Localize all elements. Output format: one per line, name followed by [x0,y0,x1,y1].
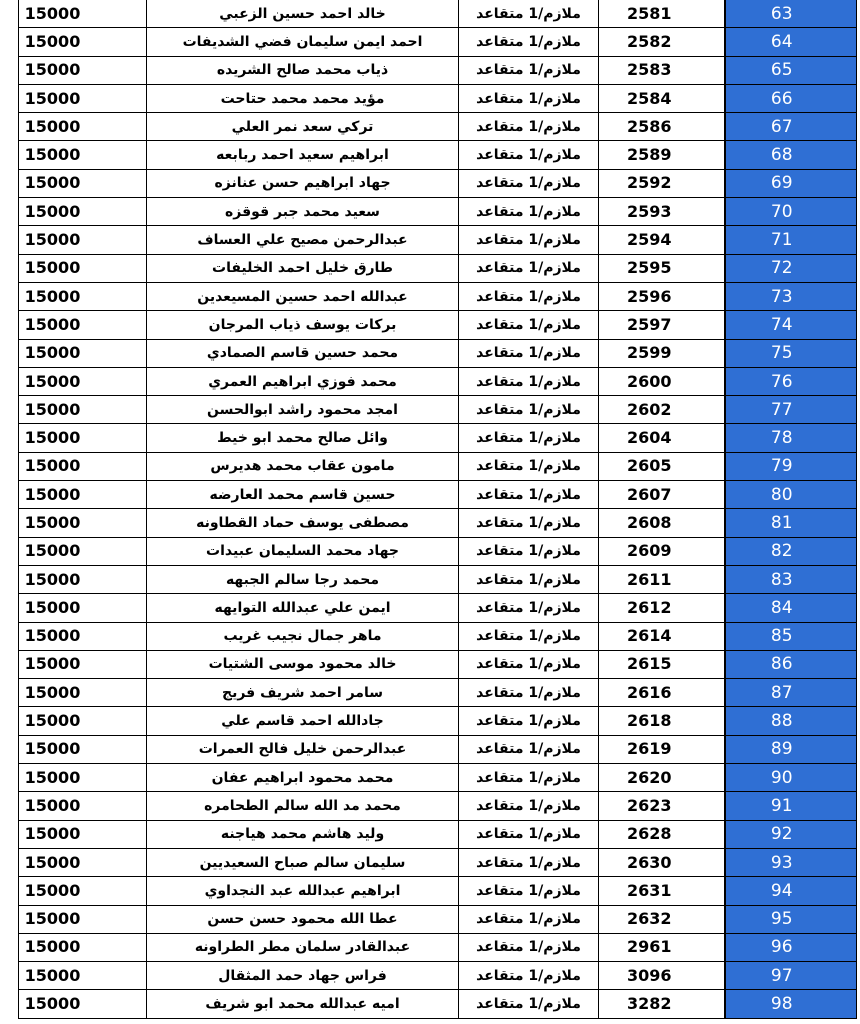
amount-cell[interactable]: 15000 [19,198,147,226]
table-row [19,820,857,848]
spreadsheet-sheet [18,0,856,1019]
sequence-number-cell[interactable]: 92 [725,820,857,848]
name-cell[interactable]: مؤيد محمد محمد حتاحت [147,84,459,112]
sequence-number-cell[interactable]: 75 [725,339,857,367]
id-cell[interactable]: 2596 [599,282,725,310]
id-cell[interactable]: 2628 [599,820,725,848]
id-cell[interactable]: 2630 [599,848,725,876]
name-cell[interactable]: عبدالله احمد حسين المسيعدين [147,282,459,310]
sequence-number-cell[interactable]: 66 [725,84,857,112]
table-row [19,509,857,537]
amount-cell[interactable]: 15000 [19,56,147,84]
id-cell[interactable]: 2600 [599,367,725,395]
amount-cell[interactable]: 15000 [19,594,147,622]
amount-cell[interactable]: 15000 [19,962,147,990]
sequence-number-cell[interactable]: 89 [725,735,857,763]
rank-cell[interactable]: ملازم/1 متقاعد [459,28,599,56]
rank-cell[interactable]: ملازم/1 متقاعد [459,452,599,480]
amount-cell[interactable]: 15000 [19,707,147,735]
name-cell[interactable]: عطا الله محمود حسن حسن [147,905,459,933]
rank-cell[interactable]: ملازم/1 متقاعد [459,481,599,509]
table-row [19,962,857,990]
id-cell[interactable]: 2584 [599,84,725,112]
sequence-number-cell[interactable]: 95 [725,905,857,933]
rank-cell[interactable]: ملازم/1 متقاعد [459,679,599,707]
rank-cell[interactable]: ملازم/1 متقاعد [459,113,599,141]
name-cell[interactable]: عبدالرحمن خليل فالح العمرات [147,735,459,763]
name-cell[interactable]: عبدالقادر سلمان مطر الطراونه [147,933,459,961]
table-row [19,339,857,367]
name-cell[interactable]: سليمان سالم صباح السعيديين [147,848,459,876]
id-cell[interactable]: 2611 [599,565,725,593]
table-row [19,452,857,480]
id-cell[interactable]: 2608 [599,509,725,537]
name-cell[interactable]: ماهر جمال نجيب غريب [147,622,459,650]
amount-cell[interactable]: 15000 [19,764,147,792]
table-row [19,848,857,876]
table-row [19,28,857,56]
rank-cell[interactable]: ملازم/1 متقاعد [459,339,599,367]
sequence-number-cell[interactable]: 91 [725,792,857,820]
rank-cell[interactable]: ملازم/1 متقاعد [459,848,599,876]
rank-cell[interactable]: ملازم/1 متقاعد [459,282,599,310]
rank-cell[interactable]: ملازم/1 متقاعد [459,254,599,282]
name-cell[interactable]: ابراهيم سعيد احمد ربابعه [147,141,459,169]
name-cell[interactable]: ابراهيم عبدالله عبد النجداوي [147,877,459,905]
table-row [19,679,857,707]
amount-cell[interactable]: 15000 [19,792,147,820]
rank-cell[interactable]: ملازم/1 متقاعد [459,622,599,650]
table-row [19,282,857,310]
name-cell[interactable]: امجد محمود راشد ابوالحسن [147,396,459,424]
amount-cell[interactable]: 15000 [19,396,147,424]
name-cell[interactable]: تركي سعد نمر العلي [147,113,459,141]
rank-cell[interactable]: ملازم/1 متقاعد [459,820,599,848]
sequence-number-cell[interactable]: 64 [725,28,857,56]
amount-cell[interactable]: 15000 [19,452,147,480]
rank-cell[interactable]: ملازم/1 متقاعد [459,509,599,537]
rank-cell[interactable]: ملازم/1 متقاعد [459,707,599,735]
id-cell[interactable]: 2593 [599,198,725,226]
id-cell[interactable]: 2619 [599,735,725,763]
id-cell[interactable]: 2581 [599,0,725,28]
sequence-number-cell[interactable]: 72 [725,254,857,282]
sequence-number-cell[interactable]: 84 [725,594,857,622]
table-row [19,707,857,735]
id-cell[interactable]: 2594 [599,226,725,254]
id-cell[interactable]: 2620 [599,764,725,792]
name-cell[interactable]: اميه عبدالله محمد ابو شريف [147,990,459,1018]
table-row [19,650,857,678]
rank-cell[interactable]: ملازم/1 متقاعد [459,424,599,452]
table-row [19,254,857,282]
rank-cell[interactable]: ملازم/1 متقاعد [459,905,599,933]
table-row [19,735,857,763]
name-cell[interactable]: جهاد ابراهيم حسن عنانزه [147,169,459,197]
table-row [19,56,857,84]
rank-cell[interactable]: ملازم/1 متقاعد [459,169,599,197]
amount-cell[interactable]: 15000 [19,537,147,565]
amount-cell[interactable]: 15000 [19,424,147,452]
amount-cell[interactable]: 15000 [19,282,147,310]
sequence-number-cell[interactable]: 93 [725,848,857,876]
sequence-number-cell[interactable]: 78 [725,424,857,452]
id-cell[interactable]: 2607 [599,481,725,509]
id-cell[interactable]: 2618 [599,707,725,735]
sequence-number-cell[interactable]: 63 [725,0,857,28]
table-row [19,764,857,792]
id-cell[interactable]: 2615 [599,650,725,678]
name-cell[interactable]: فراس جهاد حمد المثقال [147,962,459,990]
id-cell[interactable]: 3096 [599,962,725,990]
table-row [19,113,857,141]
amount-cell[interactable]: 15000 [19,679,147,707]
name-cell[interactable]: ايمن علي عبدالله التوايهه [147,594,459,622]
rank-cell[interactable]: ملازم/1 متقاعد [459,56,599,84]
table-row [19,424,857,452]
rank-cell[interactable]: ملازم/1 متقاعد [459,311,599,339]
amount-cell[interactable]: 15000 [19,226,147,254]
sequence-number-cell[interactable]: 98 [725,990,857,1018]
table-row [19,877,857,905]
table-row [19,905,857,933]
rank-cell[interactable]: ملازم/1 متقاعد [459,594,599,622]
rank-cell[interactable]: ملازم/1 متقاعد [459,990,599,1018]
amount-cell[interactable]: 15000 [19,169,147,197]
sequence-number-cell[interactable]: 74 [725,311,857,339]
amount-cell[interactable]: 15000 [19,311,147,339]
amount-cell[interactable]: 15000 [19,990,147,1018]
table-row [19,169,857,197]
rank-cell[interactable]: ملازم/1 متقاعد [459,141,599,169]
amount-cell[interactable]: 15000 [19,509,147,537]
table-row [19,933,857,961]
table-row [19,367,857,395]
rank-cell[interactable]: ملازم/1 متقاعد [459,764,599,792]
id-cell[interactable]: 2595 [599,254,725,282]
name-cell[interactable]: محمد رجا سالم الجبهه [147,565,459,593]
sequence-number-cell[interactable]: 65 [725,56,857,84]
rank-cell[interactable]: ملازم/1 متقاعد [459,84,599,112]
sequence-number-cell[interactable]: 80 [725,481,857,509]
id-cell[interactable]: 2602 [599,396,725,424]
id-cell[interactable]: 2582 [599,28,725,56]
table-body [19,0,857,1018]
table-row [19,198,857,226]
name-cell[interactable]: وليد هاشم محمد هياجنه [147,820,459,848]
amount-cell[interactable]: 15000 [19,735,147,763]
sequence-number-cell[interactable]: 81 [725,509,857,537]
id-cell[interactable]: 2589 [599,141,725,169]
name-cell[interactable]: طارق خليل احمد الخليفات [147,254,459,282]
rank-cell[interactable]: ملازم/1 متقاعد [459,396,599,424]
amount-cell[interactable]: 15000 [19,367,147,395]
table-row [19,537,857,565]
sequence-number-cell[interactable]: 90 [725,764,857,792]
sequence-number-cell[interactable]: 77 [725,396,857,424]
rank-cell[interactable]: ملازم/1 متقاعد [459,650,599,678]
rank-cell[interactable]: ملازم/1 متقاعد [459,0,599,28]
amount-cell[interactable]: 15000 [19,848,147,876]
id-cell[interactable]: 2614 [599,622,725,650]
table-row [19,226,857,254]
id-cell[interactable]: 2616 [599,679,725,707]
sequence-number-cell[interactable]: 67 [725,113,857,141]
name-cell[interactable]: مصطفى يوسف حماد القطاونه [147,509,459,537]
id-cell[interactable]: 2605 [599,452,725,480]
table-row [19,396,857,424]
table-row [19,311,857,339]
table-row [19,594,857,622]
amount-cell[interactable]: 15000 [19,113,147,141]
sequence-number-cell[interactable]: 82 [725,537,857,565]
name-cell[interactable]: حسين قاسم محمد العارضه [147,481,459,509]
amount-cell[interactable]: 15000 [19,254,147,282]
name-cell[interactable]: مامون عقاب محمد هديرس [147,452,459,480]
sequence-number-cell[interactable]: 76 [725,367,857,395]
sequence-number-cell[interactable]: 83 [725,565,857,593]
amount-cell[interactable]: 15000 [19,877,147,905]
sequence-number-cell[interactable]: 71 [725,226,857,254]
sequence-number-cell[interactable]: 68 [725,141,857,169]
rank-cell[interactable]: ملازم/1 متقاعد [459,962,599,990]
id-cell[interactable]: 2592 [599,169,725,197]
name-cell[interactable]: جادالله احمد قاسم علي [147,707,459,735]
amount-cell[interactable]: 15000 [19,28,147,56]
table-row [19,792,857,820]
rank-cell[interactable]: ملازم/1 متقاعد [459,877,599,905]
sequence-number-cell[interactable]: 79 [725,452,857,480]
id-cell[interactable]: 2609 [599,537,725,565]
rank-cell[interactable]: ملازم/1 متقاعد [459,537,599,565]
sequence-number-cell[interactable]: 85 [725,622,857,650]
id-cell[interactable]: 2597 [599,311,725,339]
amount-cell[interactable]: 15000 [19,339,147,367]
table-row [19,141,857,169]
name-cell[interactable]: محمد محمود ابراهيم عفان [147,764,459,792]
name-cell[interactable]: بركات يوسف ذياب المرجان [147,311,459,339]
id-cell[interactable]: 2961 [599,933,725,961]
table-row [19,565,857,593]
name-cell[interactable]: محمد فوزي ابراهيم العمري [147,367,459,395]
sequence-number-cell[interactable]: 86 [725,650,857,678]
sequence-number-cell[interactable]: 70 [725,198,857,226]
table-row [19,622,857,650]
rank-cell[interactable]: ملازم/1 متقاعد [459,367,599,395]
rank-cell[interactable]: ملازم/1 متقاعد [459,792,599,820]
id-cell[interactable]: 2632 [599,905,725,933]
amount-cell[interactable]: 15000 [19,622,147,650]
name-cell[interactable]: سامر احمد شريف فريج [147,679,459,707]
id-cell[interactable]: 2604 [599,424,725,452]
id-cell[interactable]: 2631 [599,877,725,905]
name-cell[interactable]: جهاد محمد السليمان عبيدات [147,537,459,565]
rank-cell[interactable]: ملازم/1 متقاعد [459,933,599,961]
amount-cell[interactable]: 15000 [19,0,147,28]
sequence-number-cell[interactable]: 97 [725,962,857,990]
table-row [19,84,857,112]
name-cell[interactable]: خالد محمود موسى الشتيات [147,650,459,678]
rank-cell[interactable]: ملازم/1 متقاعد [459,565,599,593]
amount-cell[interactable]: 15000 [19,820,147,848]
amount-cell[interactable]: 15000 [19,141,147,169]
id-cell[interactable]: 3282 [599,990,725,1018]
id-cell[interactable]: 2599 [599,339,725,367]
table-row [19,481,857,509]
id-cell[interactable]: 2586 [599,113,725,141]
sequence-number-cell[interactable]: 73 [725,282,857,310]
amount-cell[interactable]: 15000 [19,933,147,961]
name-cell[interactable]: سعيد محمد جبر قوقزه [147,198,459,226]
sequence-number-cell[interactable]: 87 [725,679,857,707]
id-cell[interactable]: 2612 [599,594,725,622]
retirees-table [18,0,857,1019]
sequence-number-cell[interactable]: 94 [725,877,857,905]
amount-cell[interactable]: 15000 [19,565,147,593]
name-cell[interactable]: احمد ايمن سليمان فضي الشديفات [147,28,459,56]
rank-cell[interactable]: ملازم/1 متقاعد [459,198,599,226]
name-cell[interactable]: محمد مد الله سالم الطحامره [147,792,459,820]
name-cell[interactable]: محمد حسين قاسم الصمادي [147,339,459,367]
sequence-number-cell[interactable]: 88 [725,707,857,735]
sequence-number-cell[interactable]: 96 [725,933,857,961]
rank-cell[interactable]: ملازم/1 متقاعد [459,735,599,763]
id-cell[interactable]: 2623 [599,792,725,820]
table-row [19,0,857,28]
name-cell[interactable]: وائل صالح محمد ابو خيط [147,424,459,452]
table-row [19,990,857,1018]
sequence-number-cell[interactable]: 69 [725,169,857,197]
amount-cell[interactable]: 15000 [19,650,147,678]
id-cell[interactable]: 2583 [599,56,725,84]
amount-cell[interactable]: 15000 [19,84,147,112]
name-cell[interactable]: عبدالرحمن مصيح علي العساف [147,226,459,254]
amount-cell[interactable]: 15000 [19,481,147,509]
name-cell[interactable]: خالد احمد حسين الزعبي [147,0,459,28]
amount-cell[interactable]: 15000 [19,905,147,933]
name-cell[interactable]: ذياب محمد صالح الشريده [147,56,459,84]
rank-cell[interactable]: ملازم/1 متقاعد [459,226,599,254]
